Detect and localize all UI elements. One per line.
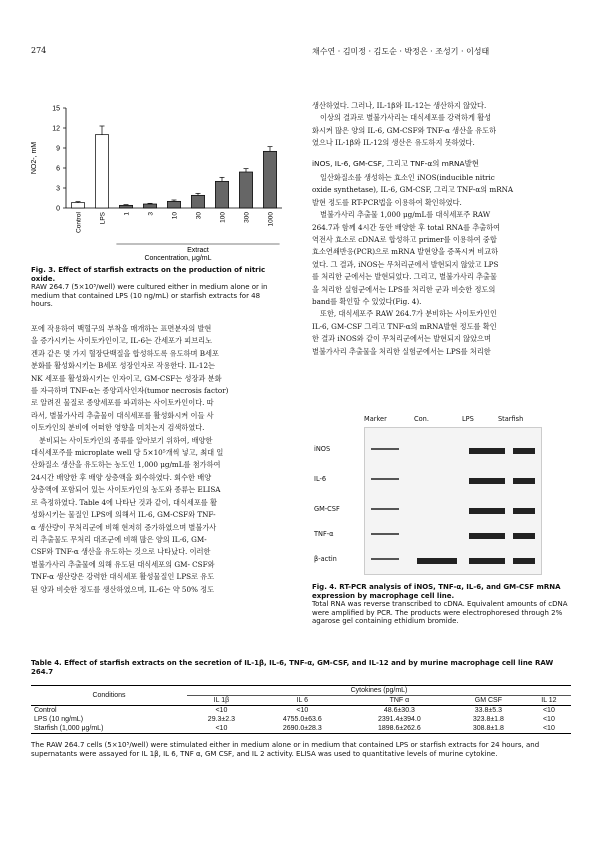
y-axis-label: NO2-, mM: [31, 141, 38, 175]
gel-band: [469, 558, 505, 564]
gel-band: [371, 508, 399, 510]
text-line: oxide synthetase), IL-6, GM-CSF, 그리고 TNF-α의 mRNA: [312, 185, 514, 195]
table4-cell: 2391.4±394.0: [378, 716, 421, 723]
gel-band: [469, 533, 505, 539]
table4-row-label: Starfish (1,000 μg/mL): [34, 725, 104, 732]
x-tick-label: 100: [219, 212, 227, 223]
table4-row: [31, 724, 571, 734]
table4-cell: 1898.6±262.6: [378, 725, 421, 732]
table4-col-header: TNF α: [389, 697, 410, 704]
bar-100: [215, 181, 228, 208]
gel-band: [371, 448, 399, 450]
text-line: 를 자극하며 TNF-α는 종양괴사인자(tumor necrosis factor): [31, 386, 229, 396]
gel-row-label: GM-CSF: [314, 505, 340, 513]
text-line: 별불가사리 추출물 1,000 μg/mL를 대식세포주 RAW: [320, 210, 491, 220]
left-column-text: [31, 323, 285, 596]
fig3-text: RAW 264.7 (5×10⁵/well) were cultured either in medium alone or in medium that contained LPS (10 ng/mL) or starfish extracts for 48 hours.: [31, 283, 268, 309]
text-line: 을 처리한 실험군에서는 LPS를 처리한 군과 비슷한 정도의: [312, 284, 496, 294]
gel-row-label: IL-6: [314, 475, 327, 483]
section-heading: iNOS, IL-6, GM-CSF, 그리고 TNF-α의 mRNA발현: [312, 159, 479, 168]
y-tick-label: 15: [52, 105, 60, 113]
x-tick-label: 30: [195, 212, 203, 220]
text-line: 산화질소 생산을 유도하는 농도인 1,000 μg/mL를 첨가하여: [31, 460, 221, 470]
text-line: IL-6, GM-CSF 그리고 TNF-α의 mRNA발현 정도를 확인: [312, 321, 497, 331]
table4-cell: <10: [215, 707, 228, 714]
text-line: 264.7과 함께 4시간 동안 배양한 후 total RNA를 추출하여: [312, 222, 501, 232]
text-line: 역전사 효소로 cDNA로 합성하고 primer를 이용하여 중합: [312, 235, 497, 245]
text-line: 상층액에 포함되어 있는 사이토카인의 농도와 종류는 ELISA: [31, 485, 221, 495]
bar-LPS: [95, 135, 108, 208]
x-tick-label: 1000: [267, 212, 275, 227]
text-line: NK 세포를 활성화시키는 인자이고, GM-CSF는 성장과 분화: [31, 373, 222, 383]
text-line: 리 추출물도 무처리 대조군에 비해 많은 양의 IL-6, GM-: [31, 534, 207, 544]
y-tick-label: 12: [52, 125, 60, 133]
text-line: 화시켜 많은 양의 IL-6, GM-CSF와 TNF-α 생산을 유도하: [312, 125, 497, 135]
text-line: 분비되는 사이토카인의 종류를 알아보기 위하여, 배양한: [39, 435, 213, 445]
bar-10: [167, 201, 180, 208]
table4-cell: 323.8±1.8: [472, 716, 504, 723]
fig4-gel-panel: [312, 413, 574, 573]
x-axis-label-concentration: Concentration, μg/mL: [144, 255, 212, 262]
text-line: band를 확인할 수 있었다(Fig. 4).: [312, 297, 422, 307]
table4-cell: <10: [542, 716, 555, 723]
text-line: 였다. 그 결과, iNOS는 무처리군에서 발현되지 않았고 LPS: [312, 259, 499, 269]
gel-band: [513, 448, 535, 454]
table4-cell: <10: [296, 707, 309, 714]
text-line: α 생산량이 무처리군에 비해 현저히 증가하였으며 별불가사: [31, 522, 217, 532]
text-line: 별불가사리 추출물을 처리한 실험군에서는 LPS를 처리한: [312, 346, 491, 356]
x-tick-label: 300: [243, 212, 251, 223]
table4-row: [31, 706, 571, 716]
table4-footnote: The RAW 264.7 cells (5×10⁵/well) were stimulated either in medium alone or in medium that contained LPS or starfish extracts for 24 hours, and supernatants were assayed for IL 1β, IL 6, TNF α, GM CSF, and IL 2 activity. ELISA was used to quantitative levels of murine cytokine.: [31, 741, 540, 758]
x-tick-label: 10: [171, 212, 179, 220]
gel-band: [513, 508, 535, 514]
gel-row-label: iNOS: [314, 445, 331, 453]
text-line: TNF-α 생산량은 강력한 대식세포 활성물질인 LPS로 유도: [31, 572, 215, 582]
table4-col-header: IL 6: [296, 697, 309, 704]
bar-30: [191, 195, 204, 208]
text-line: 를 처리한 군에서는 발현되었다. 그리고, 별불가사리 추출물: [312, 272, 497, 282]
page-number: 274: [31, 46, 47, 55]
x-tick-label: 3: [147, 212, 155, 216]
gel-col-con: Con.: [414, 415, 429, 423]
text-line: CSF와 TNF-α 생산을 유도하는 것으로 나타났다. 이러한: [31, 547, 211, 557]
text-line: 별불가사리 추출물에 의해 유도된 대식세포의 GM- CSF와: [31, 559, 215, 569]
table4-col-header: IL 1β: [213, 697, 230, 704]
text-line: 라서, 별불가사리 추출물이 대식세포를 활성화시켜 이들 사: [31, 410, 214, 420]
text-line: 된 양과 비슷한 정도를 생산하였으며, IL-6는 약 50% 정도: [31, 584, 215, 594]
gel-band: [371, 558, 399, 560]
gel-band: [469, 478, 505, 484]
gel-band: [469, 508, 505, 514]
fig3-bar-chart: [26, 100, 288, 262]
table4-cell: 29.3±2.3: [207, 716, 235, 723]
table4-col-header: GM CSF: [474, 697, 502, 704]
text-line: 대식세포주를 microplate well 당 5×10⁵개씩 넣고, 최대 일: [31, 448, 224, 458]
table4: [31, 685, 571, 734]
text-line: 겐과 같은 몇 가지 혈장단백질을 합성하도록 유도하며 B세포: [31, 348, 219, 358]
gel-col-starfish: Starfish: [498, 415, 524, 423]
right-column-top-text: [312, 100, 570, 150]
table4-cell: 308.8±1.8: [472, 725, 504, 732]
gel-band: [513, 558, 535, 564]
gel-band: [513, 533, 535, 539]
text-line: 일산화질소를 생성하는 효소인 iNOS(inducible nitric: [320, 173, 495, 182]
gel-band: [417, 558, 457, 564]
table4-conditions-header: Conditions: [31, 686, 187, 706]
table4-cell: <10: [542, 707, 555, 714]
fig4-title: Fig. 4. RT-PCR analysis of iNOS, TNF-α, IL-6, and GM-CSF mRNA expression by macrophage cell line.: [312, 583, 561, 600]
table4-cell: 4755.0±63.6: [282, 716, 322, 723]
text-line: 성화시키는 물질인 LPS에 의해서 IL-6, GM-CSF와 TNF-: [31, 510, 216, 520]
gel-band: [371, 533, 399, 535]
gel-row-label: TNF-α: [314, 530, 334, 538]
text-line: 또한, 대식세포주 RAW 264.7가 분비하는 사이토카인인: [320, 309, 497, 319]
gel-band: [469, 448, 505, 454]
bar-Control: [71, 203, 84, 208]
table4-cell: 33.8±5.3: [474, 707, 502, 714]
bar-1000: [263, 151, 276, 208]
text-line: 을 증가시키는 사이토카인이고, IL-6는 간세포가 피브리노: [31, 336, 213, 346]
gel-band: [371, 478, 399, 480]
bar-1: [119, 205, 132, 208]
x-tick-label: LPS: [99, 212, 107, 225]
bar-300: [239, 172, 252, 208]
right-column-mid-text: [312, 172, 570, 358]
gel-col-lps: LPS: [462, 415, 474, 423]
table4-group-header: Cytokines (pg/mL): [187, 686, 571, 696]
gel-band: [513, 478, 535, 484]
y-tick-label: 6: [56, 165, 60, 173]
text-line: 이토카인의 분비에 어떠한 영향을 미치는지 검색하였다.: [31, 423, 205, 433]
table4-row-label: Control: [34, 707, 57, 714]
gel-image: [364, 427, 542, 575]
running-header-authors: 채수연 · 김미정 · 김도순 · 박정은 · 조성기 · 이성태: [312, 47, 490, 56]
text-line: 포에 작용하여 백혈구의 부착을 매개하는 표면분자의 발현: [31, 324, 212, 333]
x-axis-label-extract: Extract: [187, 247, 209, 254]
table4-title: Table 4. Effect of starfish extracts on the secretion of IL-1β, IL-6, TNF-α, GM-CSF, and IL-12 and by murine macrophage cell line RAW 264.7: [31, 659, 554, 676]
x-tick-label: Control: [75, 212, 83, 233]
bar-3: [143, 204, 156, 208]
table4-row: [31, 715, 571, 724]
text-line: 이상의 결과로 별불가사리는 대식세포를 강력하게 활성: [320, 113, 492, 123]
text-line: 로 알려진 물질로 종양세포를 파괴하는 사이토카인이다. 따: [31, 398, 214, 408]
text-line: 분화를 활성화시키는 B세포 성장인자로 작용한다. IL-12는: [31, 361, 215, 371]
table4-cell: 2690.0±28.3: [282, 725, 322, 732]
text-line: 효소연쇄반응(PCR)으로 mRNA 발현양을 증폭시켜 비교하: [312, 247, 499, 257]
table4-col-header: IL 12: [541, 697, 557, 704]
table4-cell: <10: [215, 725, 228, 732]
fig4-caption: [312, 583, 574, 626]
y-tick-label: 3: [56, 185, 60, 193]
fig3-caption: [31, 266, 283, 309]
y-tick-label: 0: [56, 205, 60, 213]
gel-row-label: β-actin: [314, 555, 337, 563]
text-line: 생산하였다. 그러나, IL-1β와 IL-12는 생산하지 않았다.: [312, 101, 487, 110]
table4-row-label: LPS (10 ng/mL): [34, 716, 84, 723]
fig4-text: Total RNA was reverse transcribed to cDNA. Equivalent amounts of cDNA were amplified by PCR. The products were electrophoresed through 2% agarose gel containing ethidium bromide.: [312, 600, 568, 626]
gel-col-marker: Marker: [364, 415, 387, 423]
table4-cell: 48.6±30.3: [383, 707, 415, 714]
table4-cell: <10: [542, 725, 555, 732]
y-tick-label: 9: [56, 145, 60, 153]
text-line: 발현 정도를 RT-PCR법을 이용하여 확인하였다.: [312, 197, 462, 207]
text-line: 24시간 배양한 후 배양 상층액을 회수하였다. 회수한 배양: [31, 472, 212, 482]
text-line: 한 결과 iNOS와 같이 무처리군에서는 발현되지 않았으며: [312, 334, 491, 344]
text-line: 로 측정하였다. Table 4에 나타난 것과 같이, 대식세포를 활: [31, 497, 217, 507]
fig3-title: Fig. 3. Effect of starfish extracts on the production of nitric oxide.: [31, 266, 266, 283]
x-tick-label: 1: [123, 212, 131, 216]
text-line: 였으나 IL-1β와 IL-12의 생산은 유도하지 못하였다.: [312, 138, 475, 148]
